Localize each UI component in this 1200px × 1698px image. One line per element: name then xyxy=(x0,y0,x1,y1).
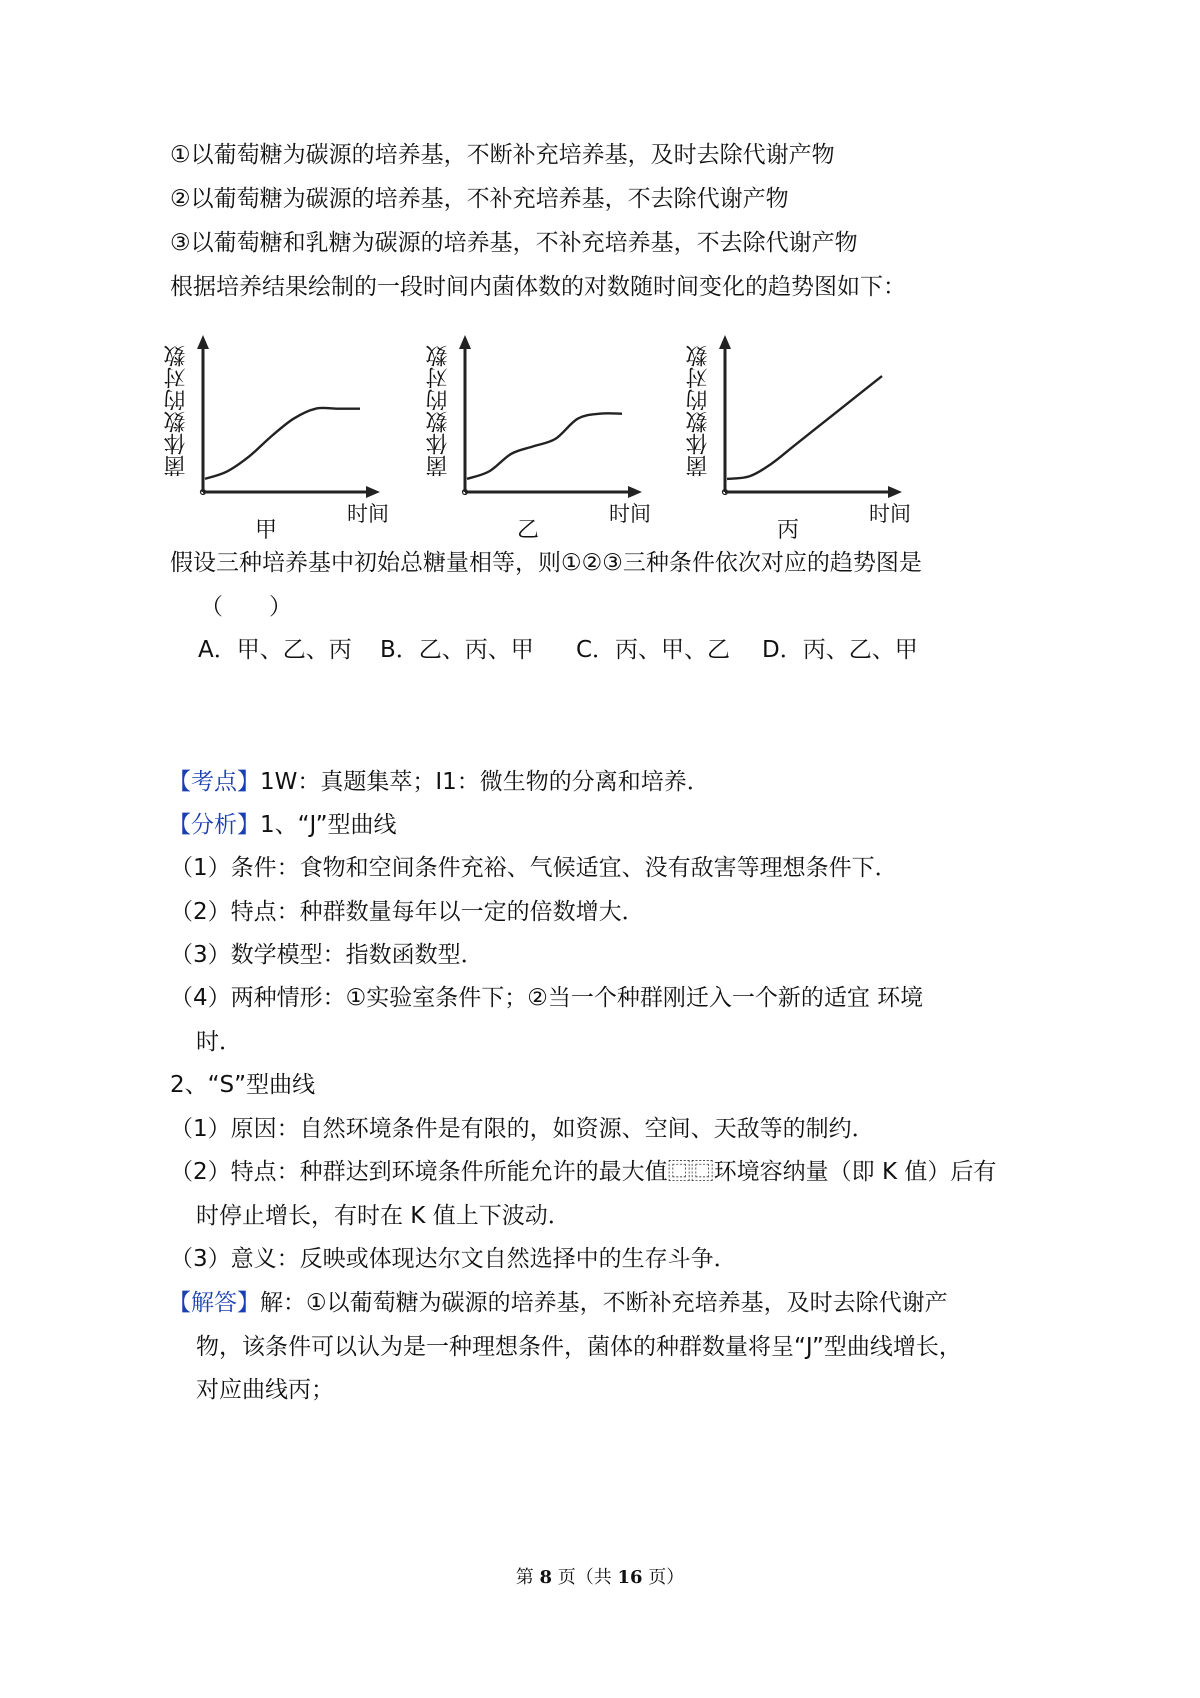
j-item-3: （3）数学模型：指数函数型． xyxy=(170,942,484,968)
y-axis-arrow xyxy=(459,335,471,349)
y-axis-arrow xyxy=(719,335,731,349)
fenxi-line xyxy=(168,810,397,840)
x-axis-arrow xyxy=(366,486,380,498)
kaodian-text: 1W：真题集萃；I1：微生物的分离和培养． xyxy=(260,769,710,795)
series-line xyxy=(205,408,360,479)
jieda-line xyxy=(168,1288,948,1318)
s-curve-title: 2、“S”型曲线 xyxy=(170,1072,316,1098)
chart-label: 丙 xyxy=(777,518,800,543)
footer-page: 8 xyxy=(539,1567,552,1588)
s-item-1: （1）原因：自然环境条件是有限的，如资源、空间、天敌等的制约． xyxy=(170,1116,875,1142)
fenxi-tag: 【分析】 xyxy=(168,812,260,838)
jieda-cont-2: 对应曲线丙； xyxy=(196,1377,334,1403)
s-item-3: （3）意义：反映或体现达尔文自然选择中的生存斗争． xyxy=(170,1246,737,1272)
chart-label: 乙 xyxy=(517,518,540,543)
s-item-2: （2）特点：种群达到环境条件所能允许的最大值⿴⿴环境容纳量（即 K 值）后有 xyxy=(170,1159,997,1185)
chart-label: 甲 xyxy=(255,518,278,543)
condition-1: ①以葡萄糖为碳源的培养基，不断补充培养基，及时去除代谢产物 xyxy=(170,142,835,168)
x-axis-label: 时间 xyxy=(609,502,651,526)
y-axis-label: 菌体数的对数 xyxy=(686,345,711,477)
footer-mid: 页（共 xyxy=(552,1567,618,1588)
y-axis-label: 菌体数的对数 xyxy=(164,345,189,477)
s-item-2-cont: 时停止增长，有时在 K 值上下波动． xyxy=(196,1203,571,1229)
y-axis-label: 菌体数的对数 xyxy=(426,345,451,477)
x-axis-label: 时间 xyxy=(869,502,911,526)
jieda-tag: 【解答】 xyxy=(168,1290,260,1316)
j-item-1: （1）条件：食物和空间条件充裕、气候适宜、没有敌害等理想条件下． xyxy=(170,855,898,881)
page-footer xyxy=(0,1563,1200,1589)
x-axis-label: 时间 xyxy=(347,502,389,526)
footer-prefix: 第 xyxy=(515,1567,540,1588)
x-axis-arrow xyxy=(888,486,902,498)
kaodian-tag: 【考点】 xyxy=(168,769,260,795)
jieda-cont-1: 物，该条件可以认为是一种理想条件，菌体的种群数量将呈“J”型曲线增长， xyxy=(196,1334,962,1360)
footer-suffix: 页） xyxy=(642,1567,685,1588)
series-line xyxy=(727,376,882,479)
chart-intro: 根据培养结果绘制的一段时间内菌体数的对数随时间变化的趋势图如下： xyxy=(170,274,906,300)
answer-parentheses: （ ） xyxy=(200,594,292,620)
condition-2: ②以葡萄糖为碳源的培养基，不补充培养基，不去除代谢产物 xyxy=(170,186,789,212)
series-line xyxy=(467,413,622,479)
j-item-4-cont: 时． xyxy=(196,1029,242,1055)
fenxi-text: 1、“J”型曲线 xyxy=(260,812,397,838)
j-item-2: （2）特点：种群数量每年以一定的倍数增大． xyxy=(170,899,645,925)
option-c: C．丙、甲、乙 xyxy=(576,637,731,663)
kaodian-line xyxy=(168,767,710,797)
option-a: A．甲、乙、丙 xyxy=(198,637,352,663)
footer-total: 16 xyxy=(617,1567,643,1588)
x-axis-arrow xyxy=(628,486,642,498)
question-text: 假设三种培养基中初始总糖量相等，则①②③三种条件依次对应的趋势图是 xyxy=(170,550,922,576)
jieda-text: 解：①以葡萄糖为碳源的培养基，不断补充培养基，及时去除代谢产 xyxy=(260,1290,948,1316)
option-b: B．乙、丙、甲 xyxy=(380,637,534,663)
j-item-4: （4）两种情形：①实验室条件下；②当一个种群刚迁入一个新的适宜 环境 xyxy=(170,985,924,1011)
condition-3: ③以葡萄糖和乳糖为碳源的培养基，不补充培养基，不去除代谢产物 xyxy=(170,230,858,256)
y-axis-arrow xyxy=(197,335,209,349)
option-d: D．丙、乙、甲 xyxy=(762,637,918,663)
